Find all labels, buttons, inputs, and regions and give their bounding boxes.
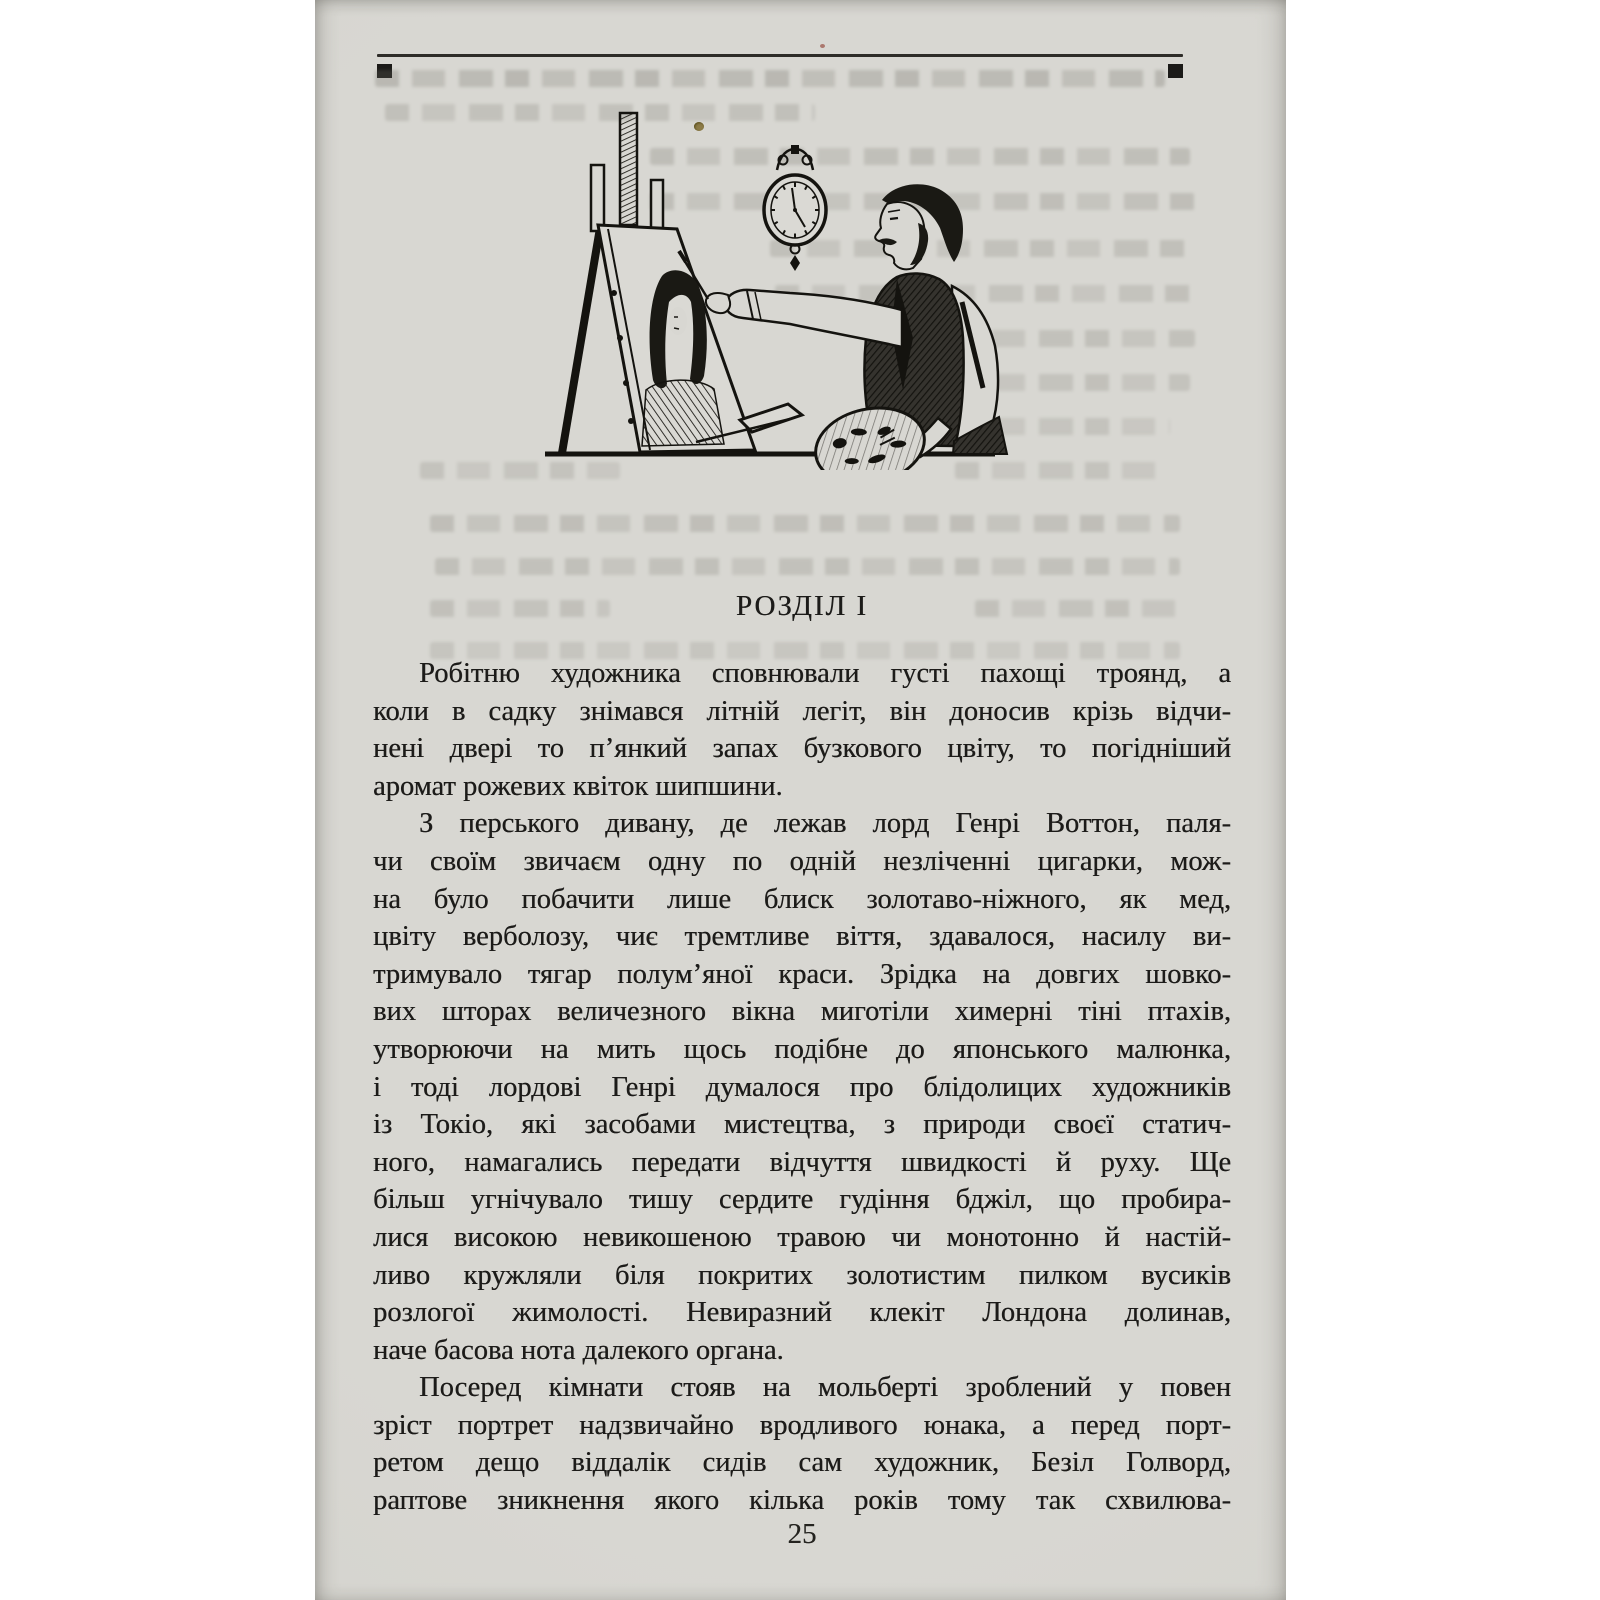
text-line: чи своїм звичаєм одну по одній незліченні цигарки, мож- (373, 845, 1231, 877)
text-line: З перського дивану, де лежав лорд Генрі Воттон, паля- (419, 808, 1231, 840)
wall-clock-icon (764, 145, 826, 271)
body-text (373, 655, 1231, 1520)
text-line: Робітню художника сповнювали густі пахощі троянд, а (419, 658, 1231, 689)
text-line: цвіту верболозу, чиє тремтливе віття, здавалося, насилу ви- (373, 921, 1231, 953)
text-line: Посеред кімнати стояв на мольберті зроблений у повен (419, 1372, 1231, 1404)
bleed-through-text (430, 515, 1180, 532)
text-line: нені двері то п’янкий запах бузкового цвіту, то погідніший (373, 733, 1231, 765)
paragraph (373, 1369, 1231, 1519)
chapter-heading: РОЗДІЛ I (735, 590, 869, 622)
text-line: і тоді лордові Генрі думалося про блідолицих художників (373, 1071, 1231, 1103)
text-line: ного, намагались передати відчуття швидкості й руху. Ще (373, 1146, 1231, 1178)
text-line: на було побачити лише блиск золотаво-ніжного, як мед, (373, 883, 1231, 915)
bleed-through-text (435, 558, 1180, 575)
text-line: лися високою невикошеною травою чи монотонно й настій- (373, 1221, 1231, 1253)
bleed-through-text (375, 70, 1165, 87)
text-line: раптове зникнення якого кілька років тому так схвилюва- (373, 1485, 1231, 1517)
book-page (315, 0, 1286, 1600)
text-line: утворюючи на мить щось подібне до японського малюнка, (373, 1033, 1231, 1065)
text-line: із Токіо, які засобами мистецтва, з природи своєї статич- (373, 1109, 1231, 1141)
text-line: тримувало тягар полум’яної краси. Зрідка на довгих шовко- (373, 958, 1231, 990)
text-line: ретом дещо віддалік сидів сам художник, Безіл Голворд, (373, 1447, 1231, 1479)
text-line: наче басова нота далекого органа. (373, 1334, 784, 1366)
text-line: коли в садку знімався літній легіт, він доносив крізь відчи- (373, 695, 1231, 727)
text-line: зріст портрет надзвичайно вродливого юнака, а перед порт- (373, 1409, 1231, 1441)
text-line: більш угнічувало тишу сердите гудіння бджіл, що пробира- (373, 1184, 1231, 1216)
text-line: аромат рожевих квіток шипшини. (373, 770, 783, 802)
paragraph (373, 805, 1231, 1369)
paragraph (373, 655, 1231, 805)
chapter-illustration (450, 88, 1010, 470)
paper-speck (820, 44, 825, 48)
header-rule (377, 54, 1183, 57)
text-line: ливо кружляли біля покритих золотистим пилком вусиків (373, 1259, 1231, 1291)
header-corner-right-square (1168, 64, 1183, 78)
text-line: розлогої жимолості. Невиразний клекіт Лондона долинав, (373, 1297, 1231, 1329)
text-line: вих шторах величезного вікна миготіли химерні тіні птахів, (373, 996, 1231, 1028)
page-number: 25 (787, 1518, 817, 1550)
